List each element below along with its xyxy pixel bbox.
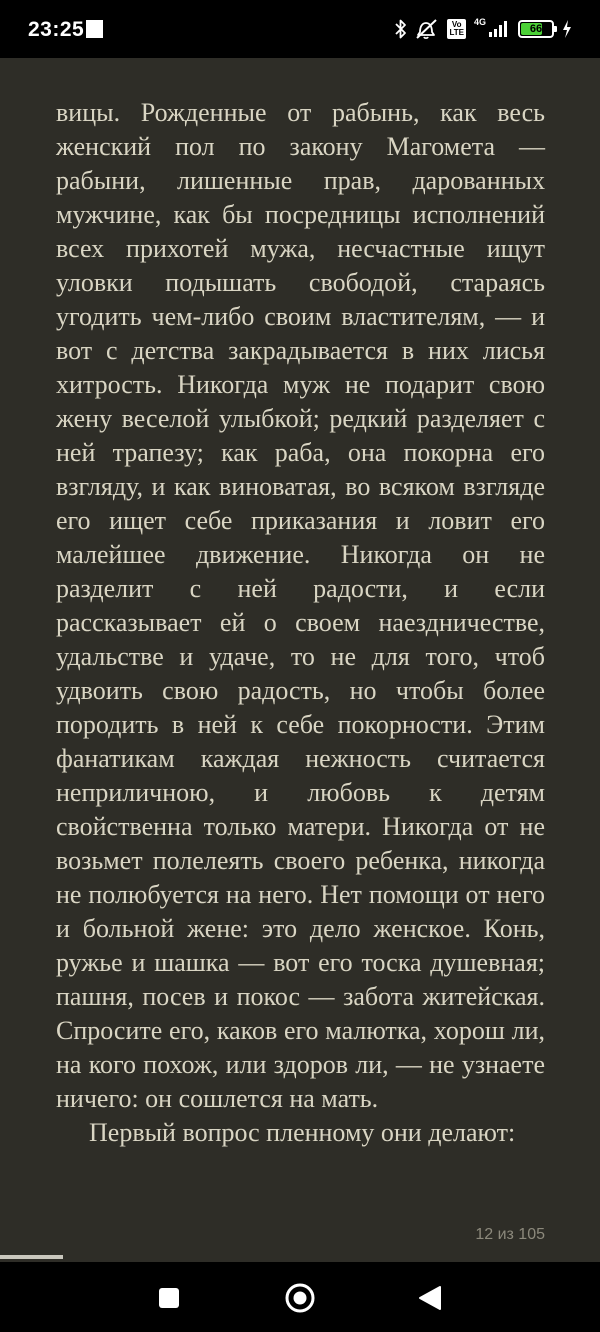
charging-bolt-icon — [562, 20, 572, 38]
page-counter: 12 из 105 — [475, 1226, 545, 1243]
back-button[interactable] — [414, 1282, 446, 1314]
status-bar — [0, 0, 600, 58]
network-label: 4G — [473, 17, 486, 27]
home-circle-icon — [284, 1282, 316, 1314]
bluetooth-icon — [395, 19, 407, 39]
paragraph-1: вицы. Рожденные от рабынь, как весь женский пол по закону Магомета — рабыни, лишенные прав, дарованных мужчине, как бы посредницы исполнений всех прихотей мужа, несчастные ищут уловки подышать свободой, стараясь угодить чем-либо своим властителям, — и вот с детства закрадывается в них лисья хитрость. Никогда муж не подарит свою жену веселой улыбкой; редкий разделяет с ней трапезу; как раба, она покорна его взгляду, и как виноватая, во всяком взгляде его ищет себе приказания и ловит его малейшее движение. Никогда он не разделит с ней радости, и если рассказывает ей о своем наездничестве, удальстве и удаче, то не для того, чтоб удвоить свою радость, но чтобы более породить в ней к себе покорности. Этим фанатикам каждая нежность считается неприличною, и любовь к детям свойственна только матери. Никогда от не возьмет полелеять своего ребенка, никогда не полюбуется на него. Нет помощи от него и больной жене: это дело женское. Конь, ружье и шашка — вот его тоска душевная; пашня, посев и покос — забота житейская. Спросите его, каков его малютка, хорош ли, на кого похож, или здоров ли, — не узнаете ничего: он сошлется на мать. — [56, 98, 545, 1113]
back-triangle-icon — [418, 1285, 442, 1311]
mute-vibrate-icon — [415, 18, 439, 40]
notification-square-icon — [86, 20, 103, 38]
recents-button[interactable] — [153, 1282, 185, 1314]
home-button[interactable] — [284, 1282, 316, 1314]
reading-progress-bar[interactable] — [0, 1255, 600, 1259]
battery-icon — [518, 20, 554, 38]
recents-square-icon — [158, 1287, 180, 1309]
volte-icon: Vo LTE — [449, 20, 464, 37]
signal-icon — [488, 20, 510, 38]
status-time: 23:25 — [28, 18, 85, 41]
paragraph-2: Первый вопрос пленному они делают: — [89, 1118, 516, 1147]
reader-page[interactable] — [56, 96, 545, 1150]
navigation-bar — [0, 1262, 600, 1332]
status-icons — [395, 16, 572, 42]
reading-progress-fill — [0, 1255, 63, 1259]
battery-level: 66 — [529, 23, 543, 35]
